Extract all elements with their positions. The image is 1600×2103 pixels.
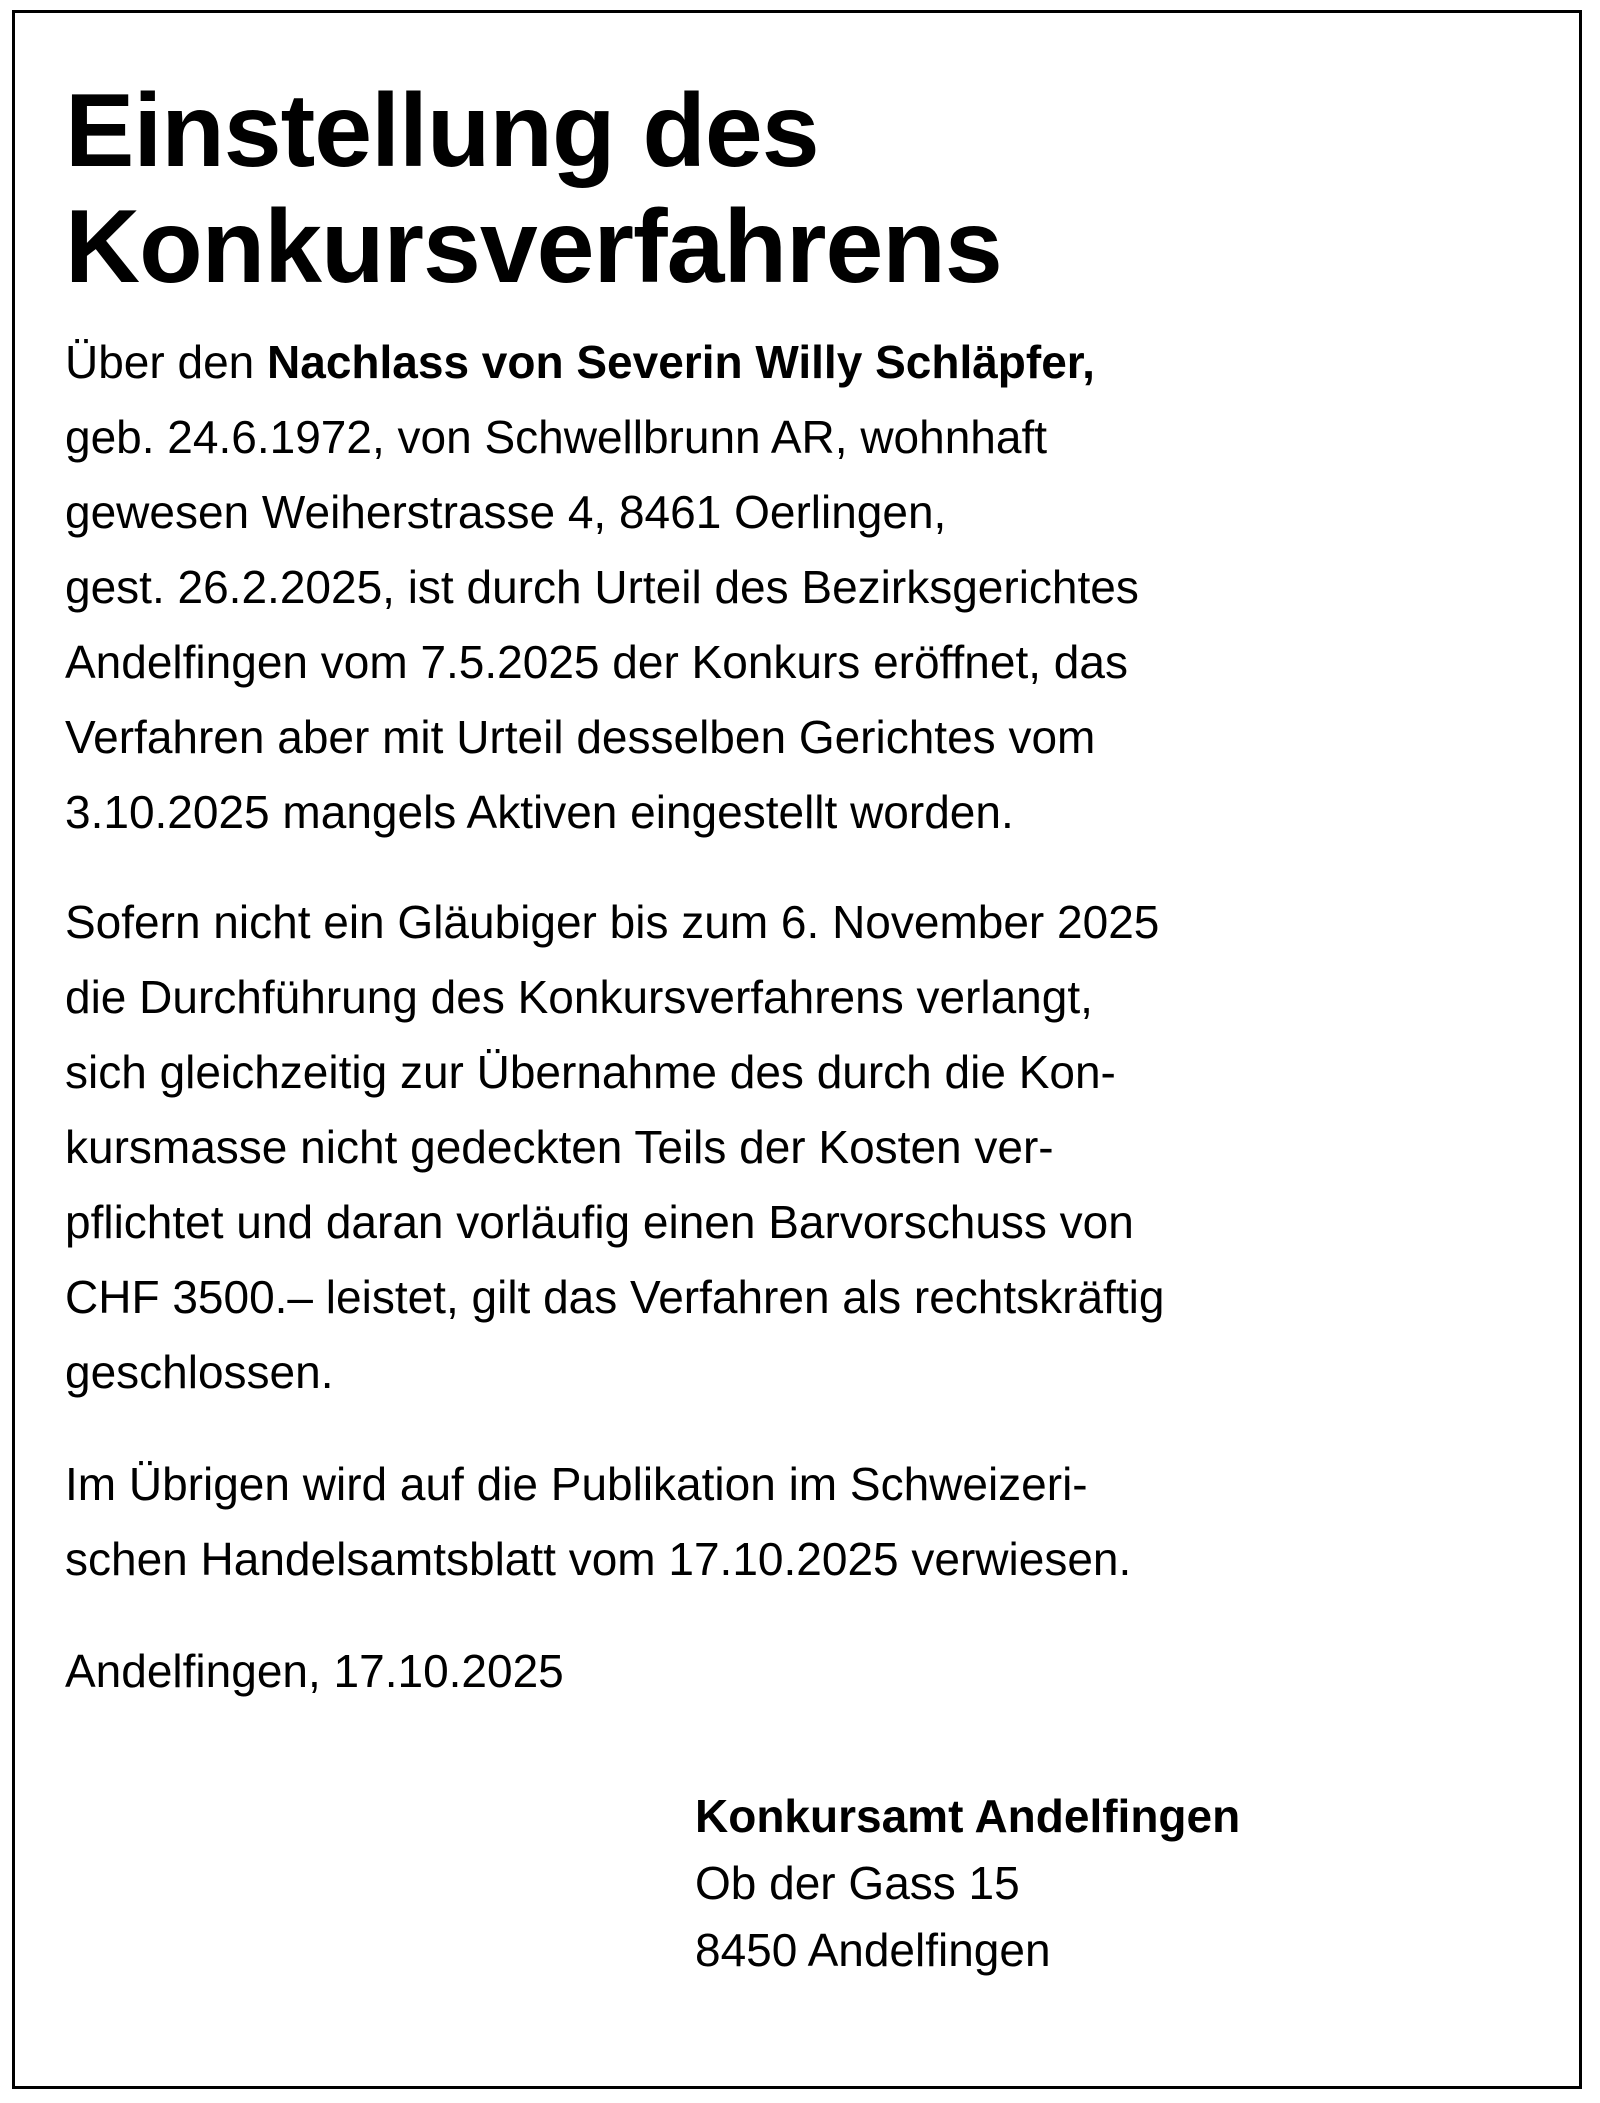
title-line-2: Konkursverfahrens [65, 189, 1002, 305]
office-street: Ob der Gass 15 [695, 1857, 1020, 1909]
paragraph-creditor-line: pflichtet und daran vorläufig einen Barvorschuss von [65, 1196, 1134, 1248]
paragraph-creditor-line: Sofern nicht ein Gläubiger bis zum 6. November 2025 [65, 896, 1160, 948]
paragraph-creditor-line: CHF 3500.– leistet, gilt das Verfahren als rechtskräftig [65, 1271, 1165, 1323]
notice-frame [12, 10, 1582, 2089]
office-name: Konkursamt Andelfingen [695, 1790, 1241, 1842]
paragraph-publication-line: schen Handelsamtsblatt vom 17.10.2025 verwiesen. [65, 1533, 1132, 1585]
paragraph-publication-line: Im Übrigen wird auf die Publikation im Schweizeri- [65, 1458, 1088, 1510]
notice-title [65, 73, 1535, 305]
paragraph-publication-reference [65, 1447, 1535, 1597]
paragraph-creditor-conditions [65, 885, 1535, 1410]
paragraph-estate-lead: Über den [65, 336, 268, 388]
paragraph-estate-line: Verfahren aber mit Urteil desselben Gerichtes vom [65, 711, 1096, 763]
paragraph-estate-line: gewesen Weiherstrasse 4, 8461 Oerlingen, [65, 486, 947, 538]
paragraph-estate [65, 325, 1535, 850]
title-line-1: Einstellung des [65, 73, 819, 189]
paragraph-estate-line: 3.10.2025 mangels Aktiven eingestellt worden. [65, 786, 1014, 838]
paragraph-estate-line-0 [65, 325, 1535, 400]
place-and-date: Andelfingen, 17.10.2025 [65, 1645, 564, 1697]
paragraph-creditor-line: die Durchführung des Konkursverfahrens verlangt, [65, 971, 1093, 1023]
paragraph-estate-line: Andelfingen vom 7.5.2025 der Konkurs eröffnet, das [65, 636, 1128, 688]
paragraph-creditor-line: sich gleichzeitig zur Übernahme des durch die Kon- [65, 1046, 1116, 1098]
signature-block [695, 1783, 1240, 1984]
deceased-name: Nachlass von Severin Willy Schläpfer, [267, 336, 1095, 388]
notice-content [65, 73, 1535, 1709]
paragraph-estate-line: gest. 26.2.2025, ist durch Urteil des Bezirksgerichtes [65, 561, 1139, 613]
paragraph-estate-line: geb. 24.6.1972, von Schwellbrunn AR, wohnhaft [65, 411, 1048, 463]
paragraph-creditor-line: geschlossen. [65, 1346, 334, 1398]
office-city: 8450 Andelfingen [695, 1924, 1051, 1976]
paragraph-creditor-line: kursmasse nicht gedeckten Teils der Kosten ver- [65, 1121, 1054, 1173]
